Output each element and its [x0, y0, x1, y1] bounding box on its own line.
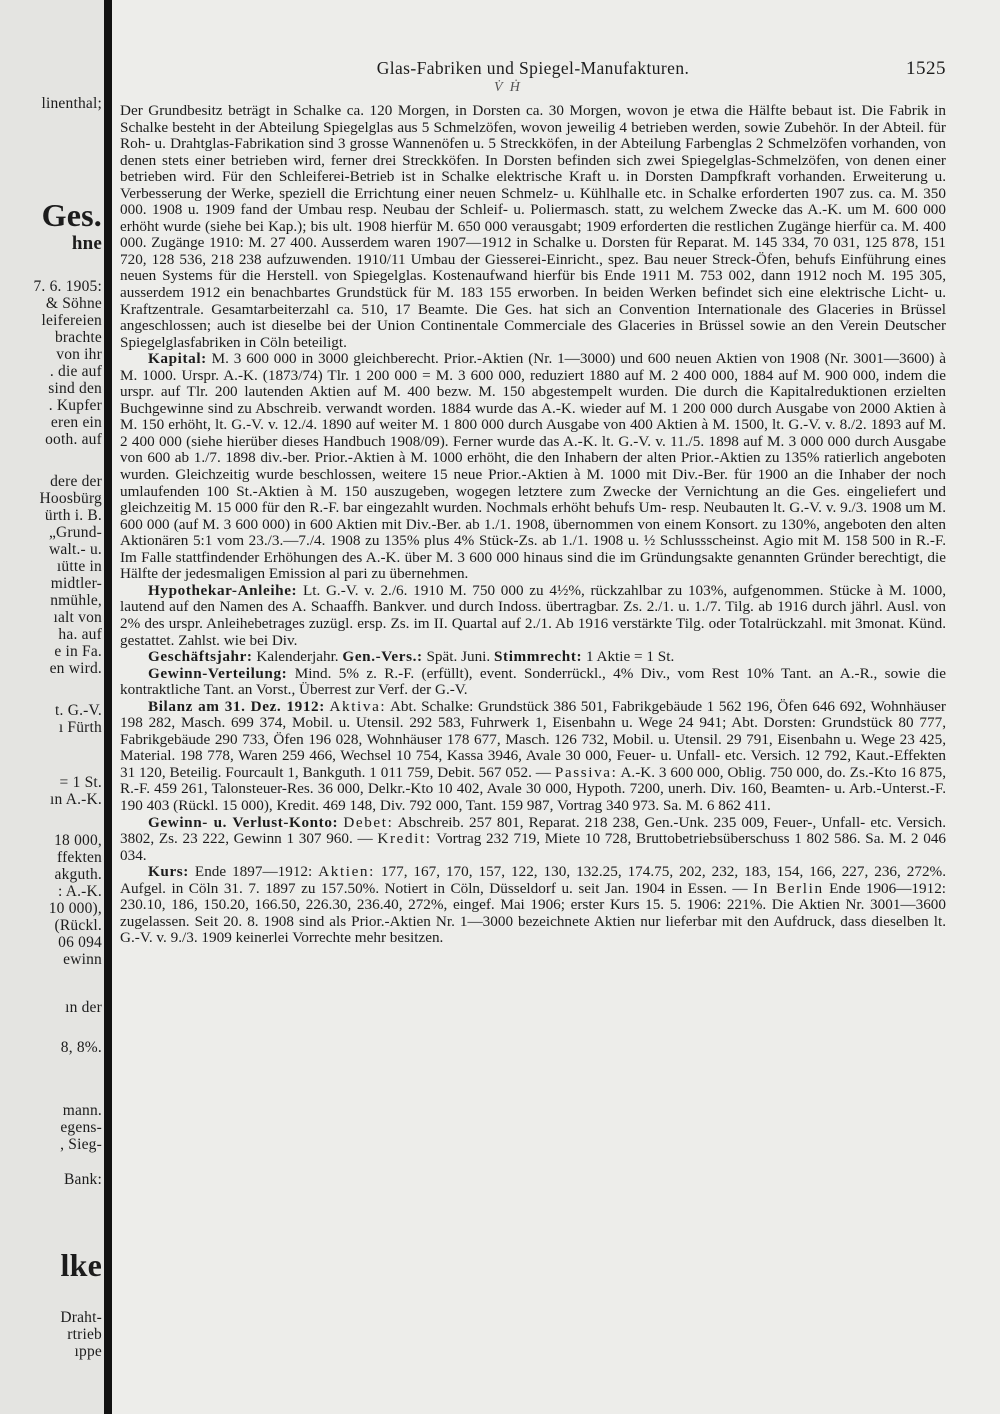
page-header — [120, 58, 946, 88]
document-page — [112, 0, 1000, 1414]
adjacent-page-fragment: ıppe — [74, 1343, 102, 1360]
paragraph-gewinn-verlust-konto — [120, 815, 946, 865]
adjacent-page-fragment: Draht- — [60, 1309, 102, 1326]
adjacent-page-fragment: egens- — [60, 1119, 102, 1136]
adjacent-page-fragment: midtler- — [50, 575, 102, 592]
adjacent-page-fragment: 7. 6. 1905: — [33, 278, 102, 295]
adjacent-page-fragment: brachte — [54, 329, 102, 346]
adjacent-page-fragment: rtrieb — [67, 1326, 102, 1343]
adjacent-page-fragment: & Söhne — [45, 295, 102, 312]
adjacent-page-fragment: ın A.-K. — [50, 791, 102, 808]
paragraph-geschaeftsjahr — [120, 649, 946, 666]
adjacent-page-fragment: t. G.-V. — [55, 702, 102, 719]
adjacent-page-fragment: 10 000), — [48, 900, 102, 917]
spaced-label: Aktien: — [318, 863, 375, 881]
adjacent-page-fragment: Hoosbürg — [39, 490, 102, 507]
adjacent-page-fragment: lke — [60, 1247, 102, 1283]
adjacent-page-fragment: e in Fa. — [54, 643, 102, 660]
adjacent-page-fragment: . die auf — [49, 363, 102, 380]
adjacent-page-fragment: ı Fürth — [58, 719, 102, 736]
paragraph-text: Mind. 5% z. R.-F. (erfüllt), event. Sonderrückl., 4% Div., vom Rest 10% Tant. an A.-R., sowie die kontraktliche Tant. an Vorst., Überrest zur Verf. der G.-V. — [120, 664, 947, 699]
adjacent-page-fragment: eren ein — [50, 414, 102, 431]
adjacent-page-fragment: = 1 St. — [59, 774, 102, 791]
section-heading: Bilanz am 31. Dez. 1912: — [148, 697, 325, 715]
paragraph-text: Abt. Schalke: Grundstück 386 501, Fabrikgebäude 1 562 196, Öfen 646 692, Wohnhäuser 198 282, Masch. 699 374, Mobil. u. Utensil. 292 583, Fuhrwerk 1, Eisenbahn u. Wege 24 941; Abt. Dorsten: Grundstück 80 777, Fabrikgebäude 290 733, Öfen 196 028, Wohnhäuser 178 677, Masch. 126 732, Mobil. u. Utensil. 29 791, Eisenbahn u. Wege 23 425, Material. 198 778, Waren 259 466, Wechsel 10 754, Kassa 3946, Avale 30 000, Feuer- u. Unfall- etc. Versich. 12 792, Kaut.-Effekten 31 120, Beteilig. Fourcault 1, Bankguth. 1 011 759, Debit. 567 052. — — [120, 697, 946, 781]
section-heading: Geschäftsjahr: — [148, 648, 253, 666]
adjacent-page-fragment: linenthal; — [41, 95, 102, 112]
spaced-label: Kredit: — [377, 830, 432, 848]
paragraph-text: Der Grundbesitz beträgt in Schalke ca. 120 Morgen, in Dorsten ca. 30 Morgen, wovon je etwa die Hälfte bebaut ist. Die Fabrik in Schalke besteht in der Abteilung Spiegelglas aus 5 Schmelzöfen, wovon jeweilig 4 betrieben werden, sowie Zubehör. In der Abteil. für Roh- u. Drahtglas-Fabrikation sind 3 grosse Wannenöfen u. 5 Streckköfen, in der Abteilung Farbenglas 2 Schmelzöfen vorhanden, von denen stets einer betrieben wird, ferner drei Streckköfen. In Dorsten befinden sich zwei Spiegelglas-Schmelzöfen, von denen einer betrieben wird. Für den Schleiferei-Betrieb ist in Schalke elektrische Kraft u. in Dorsten Dampfkraft vorhanden. Erweiterung u. Verbesserung der Werke, speziell die Errichtung einer neuen Schmelz- u. Kühlhalle etc. in Schalke erforderten 1907 zus. ca. M. 350 000. 1908 u. 1909 fand der Umbau resp. Neubau der Schleif- u. Poliermasch. statt, zu welchem Zwecke das A.-K. um M. 600 000 erhöht wurde (siehe bei Kap.); bis ult. 1908 hierfür M. 650 000 verausgabt; 1909 erforderten die restlichen Zugänge hierfür ca. M. 400 000. Zugänge 1910: M. 27 400. Ausserdem waren 1907—1912 in Schalke u. Dorsten für Reparat. M. 145 334, 70 031, 125 878, 151 720, 128 536, 218 238 aufzuwenden. 1910/11 Umbau der Giesserei-Einricht., spez. Bau neuer Streck-Öfen, behufs Einführung eines neuen Systems für die Herstell. von Spiegelglas. Kostenaufwand hierfür bis Ende 1911 M. 753 002, dann 1912 noch M. 195 305, ausserdem 1912 ein benachbartes Grundstück für M. 183 155 erworben. In beiden Werken befindet sich eine elektrische Licht- u. Kraftzentrale. Gesamtarbeiterzahl ca. 510, 17 Beamte. Die Ges. hat sich an Convention Internationale des Glaceries in Brüssel angeschlossen; auch ist dieselbe bei der Union Continentale Commerciale des Glaceries in Brüssel sowie an den Verein Deutscher Spiegelglasfabriken in Cöln beteiligt. — [120, 102, 946, 351]
adjacent-page-fragment: 18 000, — [54, 832, 102, 849]
spaced-label: In Berlin — [753, 879, 824, 897]
paragraph-text: Abschreib. 257 801, Reparat. 218 238, Gen.-Unk. 235 009, Feuer-, Unfall- etc. Versich. 3802, Zs. 23 222, Gewinn 1 307 960. — — [120, 813, 947, 848]
page-number: 1525 — [906, 58, 946, 79]
paragraph-text: M. 3 600 000 in 3000 gleichberecht. Prior.-Aktien (Nr. 1—3000) und 600 neuen Aktien von 1908 (Nr. 3001—3600) à M. 1000. Urspr. A.-K. (1873/74) Tlr. 1 200 000 = M. 3 600 000, reduziert 1880 auf M. 2 400 000, 1884 auf M. 900 000, indem die urspr. auf Tlr. 200 lautenden Aktien auf M. 400 bezw. M. 150 abgestempelt wurden. Die durch die Kapitalreduktionen erzielten Buchgewinne sind zu Abschreib. verwandt worden. 1884 wurde das A.-K. wieder auf M. 1 200 000 durch Ausgabe von 2000 Aktien à M. 150 erhöht, lt. G.-V. v. 12./4. 1890 auf weiter M. 1 800 000 durch Ausgabe von 400 Aktien à M. 1500, lt. G.-V. v. 8./2. 1893 auf M. 2 400 000 (siehe hierüber dieses Handbuch 1908/09). Ferner wurde das A.-K. lt. G.-V. v. 11./5. 1898 auf M. 3 000 000 durch Ausgabe von 600 ab 1./7. 1898 div.-ber. Prior.-Aktien à M. 1000 erhöht, die den Inhabern der alten Prior.-Aktien zu 135% ratierlich angeboten wurden. Gleichzeitig wurde beschlossen, weitere 15 neue Prior.-Aktien à M. 1000 mit Div.-Ber. für 1900 an die Inhaber der noch umlaufenden 100 St.-Aktien à M. 150 auszugeben, wogegen letztere zum Zwecke der Vernichtung an die Ges. eingeliefert und gleichzeitig M. 15 000 für den R.-F. bar eingezahlt wurden. Nochmals erhöht behufs Um- resp. Neubauten lt. G.-V. v. 9./3. 1908 um M. 600 000 (auf M. 3 600 000) in 600 Aktien mit Div.-Ber. ab 1./1. 1908, übernommen von einem Konsort. zu 130%, angeboten den alten Aktionären 5:1 vom 23./3.—7./4. 1908 zu 135% plus 4% Stück-Zs. ab 1./1. 1908 u. ½ Schlussscheinst. Agio mit M. 158 500 in R.-F. Im Falle stattfindender Erhöhungen des A.-K. über M. 3 600 000 hinaus sind die im Gründungsakte genannten Gründer berechtigt, die Hälfte der jedesmaligen Emission al pari zu übernehmen. — [120, 350, 946, 583]
adjacent-page-fragment: 8, 8%. — [60, 1039, 102, 1056]
adjacent-page-fragment: ewinn — [63, 951, 102, 968]
paragraph-text: Kalenderjahr. — [256, 648, 339, 666]
paragraph-text: Spät. Juni. — [426, 648, 491, 666]
adjacent-page-fragment: ıütte in — [56, 558, 102, 575]
section-heading: Gen.-Vers.: — [342, 648, 423, 666]
paragraph-gewinn-verteilung — [120, 666, 946, 699]
paragraph-text: 177, 167, 170, 157, 122, 130, 132.25, 174.75, 202, 232, 183, 154, 166, 227, 236, 272%. Aufgel. in Cöln 31. 7. 1897 zu 157.50%. Notiert in Cöln, Düsseldorf u. seit Jan. 1904 in Essen. — — [120, 863, 946, 897]
adjacent-page-fragment: ha. auf — [58, 626, 102, 643]
adjacent-page-fragment: , Sieg- — [60, 1136, 102, 1153]
adjacent-page-fragment: leifereien — [41, 312, 102, 329]
adjacent-page-fragment: . Kupfer — [48, 397, 102, 414]
running-title: Glas-Fabriken und Spiegel-Manufakturen. — [376, 58, 690, 78]
adjacent-page-fragment: akguth. — [54, 866, 102, 883]
paragraph-kurs — [120, 864, 946, 947]
adjacent-page-fragment: ıalt von — [53, 609, 102, 626]
adjacent-page-fragment: (Rückl. — [54, 917, 102, 934]
adjacent-page-fragment: von ihr — [56, 346, 102, 363]
adjacent-page-fragment: ürth i. B. — [44, 507, 102, 524]
adjacent-page-fragment: walt.- u. — [48, 541, 102, 558]
section-heading: Kurs: — [148, 863, 189, 881]
section-heading: Stimmrecht: — [494, 648, 583, 666]
adjacent-page-fragment: hne — [71, 233, 102, 254]
paragraph-description — [120, 103, 946, 351]
spaced-label: Aktiva: — [329, 697, 387, 715]
book-gutter — [104, 0, 112, 1414]
paragraph-text: Lt. G.-V. v. 2./6. 1910 M. 750 000 zu 4½%, rückzahlbar zu 103%, aufgenommen. Stücke à M. 1000, lautend auf den Namen des A. Schaaffh. Bankver. und durch Indoss. übertragbar. Zs. 2./1. u. 1./7. Tilg. ab 1916 durch jährl. Ausl. von 2% des urspr. Anleihebetrages zuzügl. ersp. Zs. im II. Quartal auf 2./1. Ab 1916 verstärkte Tilg. oder Totalrückzahl. mit 3monat. Künd. gestattet. Zahlst. wie bei Div. — [120, 581, 947, 649]
adjacent-page-fragment: ffekten — [56, 849, 102, 866]
paragraph-bilanz — [120, 699, 946, 815]
section-heading: Kapital: — [148, 350, 207, 368]
spaced-label: Debet: — [343, 813, 394, 831]
adjacent-page-fragment: ooth. auf — [45, 431, 102, 448]
adjacent-page-fragment: „Grund- — [48, 524, 102, 541]
section-heading: Gewinn-Verteilung: — [148, 664, 288, 682]
paragraph-text: Ende 1906—1912: 230.10, 186, 150.20, 166.50, 226.30, 236.40, 272%, eingef. Mai 1906; erster Kurs 15. 5. 1906: 221%. Die Aktien Nr. 3001—3600 zugelassen. Seit 20. 8. 1908 sind als Prior.-Aktien Nr. 1—3000 bezeichnete Aktien nur lieferbar mit den Aufdruck, dass dieselben lt. G.-V. v. 9./3. 1909 keinerlei Vorrechte mehr besitzen. — [120, 879, 947, 947]
paragraph-text: Vortrag 232 719, Miete 10 728, Bruttobetriebsüberschuss 1 802 586. Sa. M. 2 046 034. — [120, 830, 947, 864]
adjacent-page-fragment: ın der — [65, 999, 102, 1016]
body-text — [120, 103, 946, 947]
paragraph-hypothekar-anleihe — [120, 583, 946, 649]
adjacent-page-fragment: mann. — [62, 1102, 102, 1119]
adjacent-page-fragment: nmühle, — [50, 592, 102, 609]
paragraph-kapital — [120, 351, 946, 583]
adjacent-page-fragment: : A.-K. — [57, 883, 102, 900]
adjacent-page-fragment: Bank: — [63, 1171, 102, 1188]
handwritten-annotation: V̇ Ḣ — [494, 80, 522, 95]
paragraph-text: Ende 1897—1912: — [194, 863, 313, 881]
section-heading: Gewinn- u. Verlust-Konto: — [148, 813, 339, 831]
adjacent-page-fragment: Ges. — [41, 197, 102, 233]
paragraph-text: 1 Aktie = 1 St. — [585, 648, 675, 666]
paragraph-text: A.-K. 3 600 000, Oblig. 750 000, do. Zs.-Kto 16 875, R.-F. 459 261, Talonsteuer-Res. 36 000, Delkr.-Kto 10 402, Avale 30 000, Hypoth. 7200, unerh. Div. 160, Beamten- u. Arb.-Unterst.-F. 190 403 (Rückl. 15 000), Kredit. 469 148, Div. 792 000, Tant. 159 987, Vortrag 340 973. Sa. M. 6 862 411. — [120, 763, 946, 814]
adjacent-page-fragment: en wird. — [49, 660, 102, 677]
adjacent-page-fragment: 06 094 — [58, 934, 102, 951]
adjacent-page-strip — [0, 0, 104, 1414]
section-heading: Hypothekar-Anleihe: — [148, 581, 298, 599]
adjacent-page-fragment: sind den — [48, 380, 102, 397]
spaced-label: Passiva: — [554, 763, 618, 781]
adjacent-page-fragment: dere der — [50, 473, 102, 490]
